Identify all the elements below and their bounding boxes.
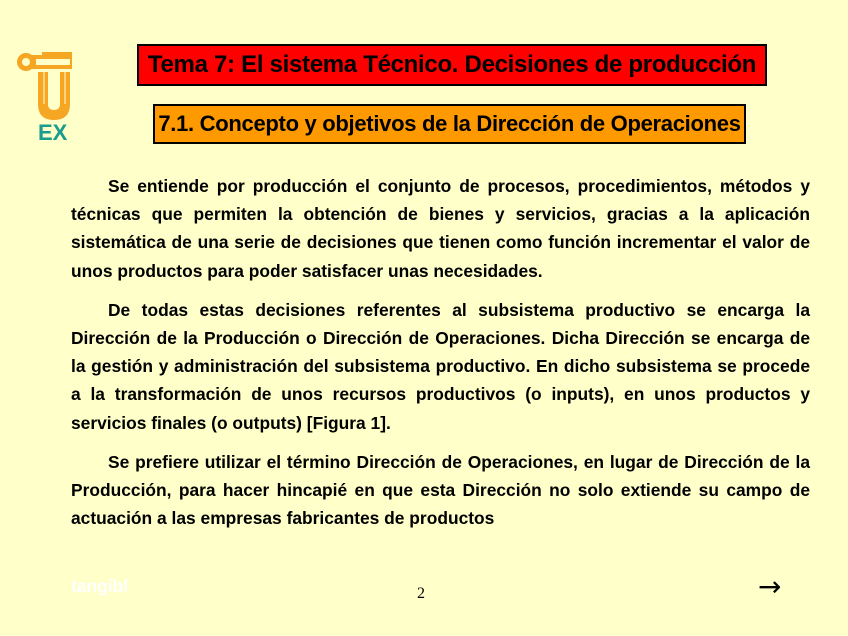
slide-title: Tema 7: El sistema Técnico. Decisiones de producción	[137, 44, 767, 86]
page-number: 2	[417, 585, 425, 602]
university-logo	[14, 46, 76, 142]
section-subtitle: 7.1. Concepto y objetivos de la Dirección de Operaciones	[153, 104, 746, 144]
paragraph-3: Se prefiere utilizar el término Dirección de Operaciones, en lugar de Dirección de la Producción, para hacer hincapié en que esta Dirección no solo extiende su campo de actuación a las empresas fabricantes de productos	[71, 451, 810, 529]
logo-text: EX	[38, 120, 68, 142]
body-text	[71, 172, 810, 543]
paragraph-2: De todas estas decisiones referentes al subsistema productivo se encarga la Dirección de la Producción o Dirección de Operaciones. Dicha Dirección se encarga de la gestión y administración del subsistema productivo. En dicho subsistema se procede a la transformación de unos recursos productivos (o inputs), en unos productos y servicios finales (o outputs) [Figura 1].	[71, 299, 810, 433]
faded-text-tail: tangibl	[71, 576, 128, 596]
paragraph-1: Se entiende por producción el conjunto de procesos, procedimientos, métodos y técnicas que permiten la obtención de bienes y servicios, gracias a la aplicación sistemática de una serie de decisiones que tienen como función incrementar el valor de unos productos para poder satisfacer unas necesidades.	[71, 176, 810, 281]
next-slide-arrow-icon[interactable]: →	[758, 570, 782, 603]
